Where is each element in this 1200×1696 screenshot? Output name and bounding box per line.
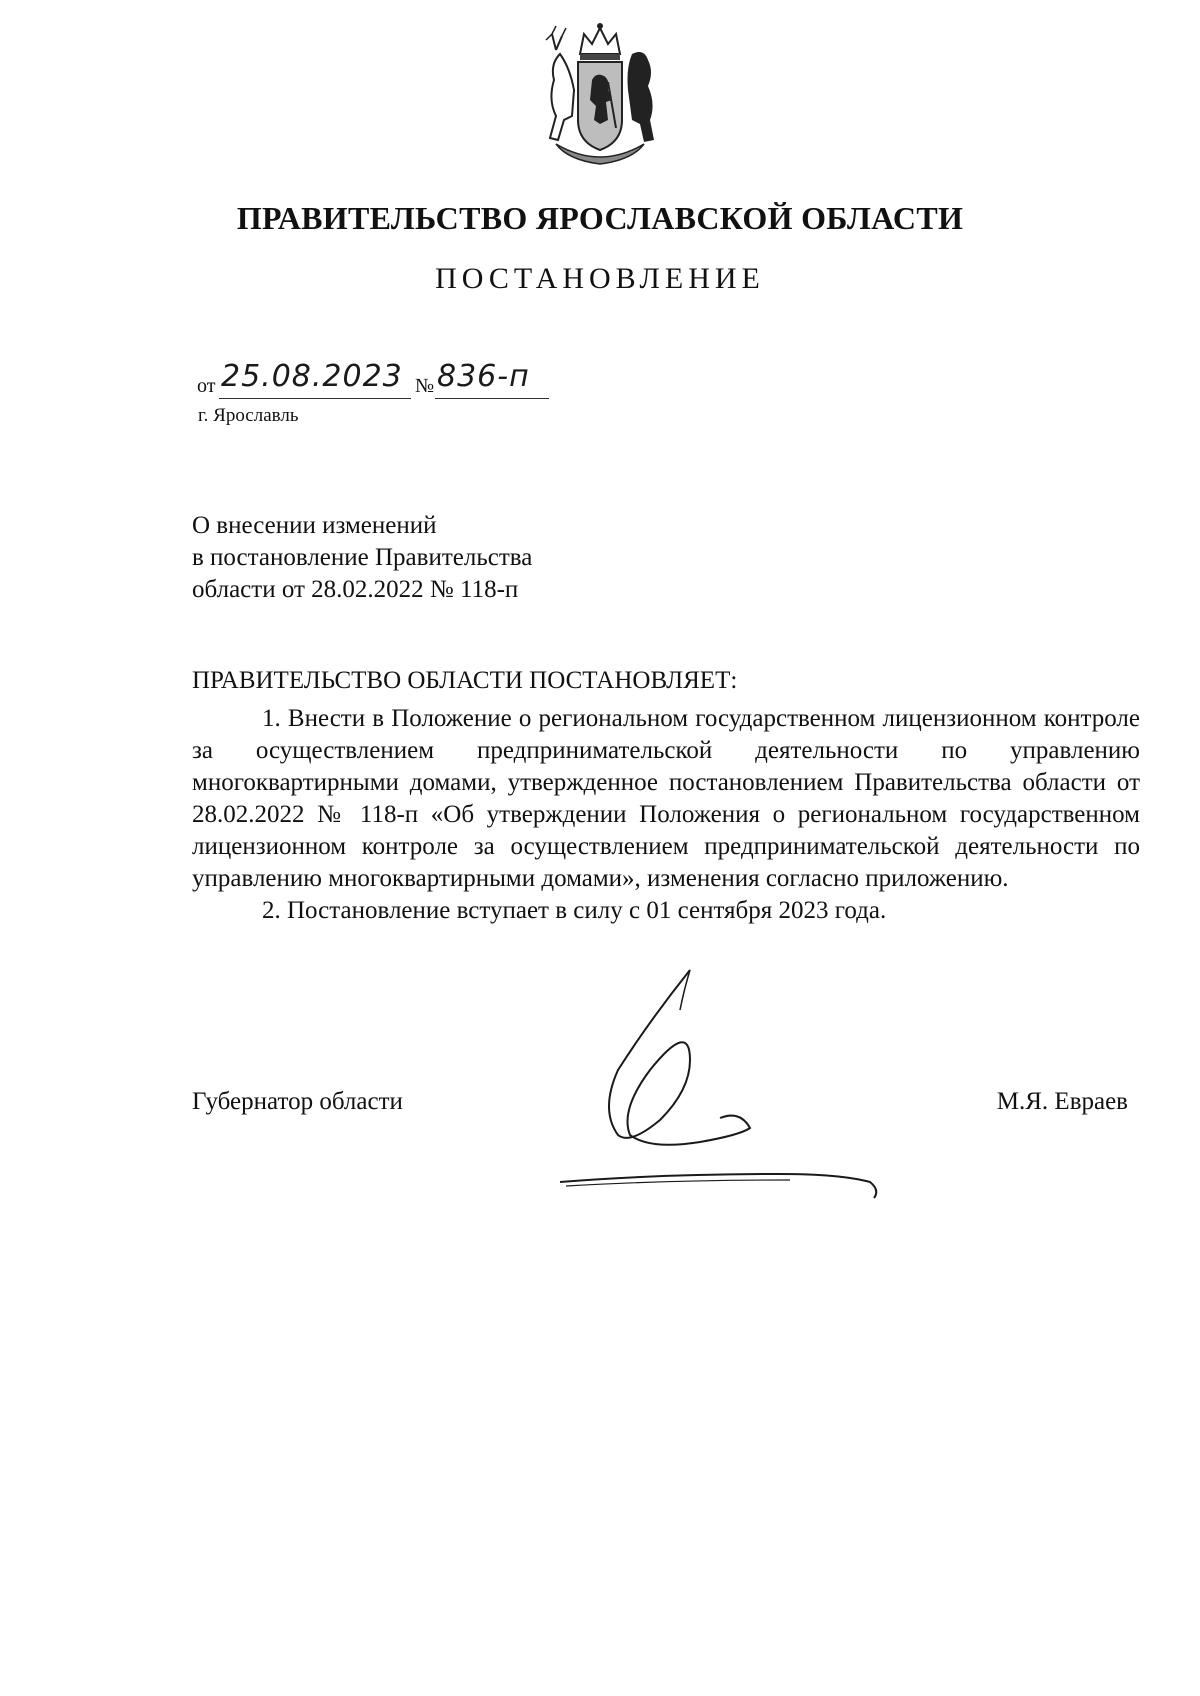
paragraph-2: 2. Постановление вступает в силу с 01 сентября 2023 года. bbox=[262, 897, 887, 924]
date-underline bbox=[219, 398, 411, 399]
document-number: 836-п bbox=[437, 359, 530, 394]
subject-line: О внесении изменений bbox=[192, 512, 437, 539]
document-date: 25.08.2023 bbox=[221, 359, 403, 394]
document-subject bbox=[192, 510, 532, 606]
document-type: ПОСТАНОВЛЕНИЕ bbox=[435, 262, 765, 295]
yaroslavl-coat-of-arms-icon bbox=[536, 20, 664, 170]
signatory-name: М.Я. Евраев bbox=[996, 1088, 1128, 1115]
city: г. Ярославль bbox=[198, 405, 299, 426]
subject-line: в постановление Правительства bbox=[192, 544, 533, 571]
signatory-position: Губернатор области bbox=[192, 1088, 403, 1115]
number-label: № bbox=[415, 375, 435, 397]
government-title: ПРАВИТЕЛЬСТВО ЯРОСЛАВСКОЙ ОБЛАСТИ bbox=[236, 200, 964, 236]
decree-body bbox=[192, 703, 1140, 927]
paragraph-1: 1. Внести в Положение о региональном государственном лицензионном контроле за осуществлением предпринимательской деятельности по управлению многоквартирными домами, утвержденное постановлением Правительства области от 28.02.2022 № 118-п «Об утверждении Положения о региональном государственном лицензионном контроле за осуществлением предпринимательской деятельности по управлению многоквартирными домами», изменения согласно приложению. bbox=[192, 705, 1140, 892]
decree-heading: ПРАВИТЕЛЬСТВО ОБЛАСТИ ПОСТАНОВЛЯЕТ: bbox=[192, 667, 738, 694]
subject-line: области от 28.02.2022 № 118-п bbox=[192, 576, 519, 603]
handwritten-signature-icon bbox=[540, 960, 920, 1210]
from-label: от bbox=[197, 375, 216, 397]
number-underline bbox=[435, 398, 549, 399]
